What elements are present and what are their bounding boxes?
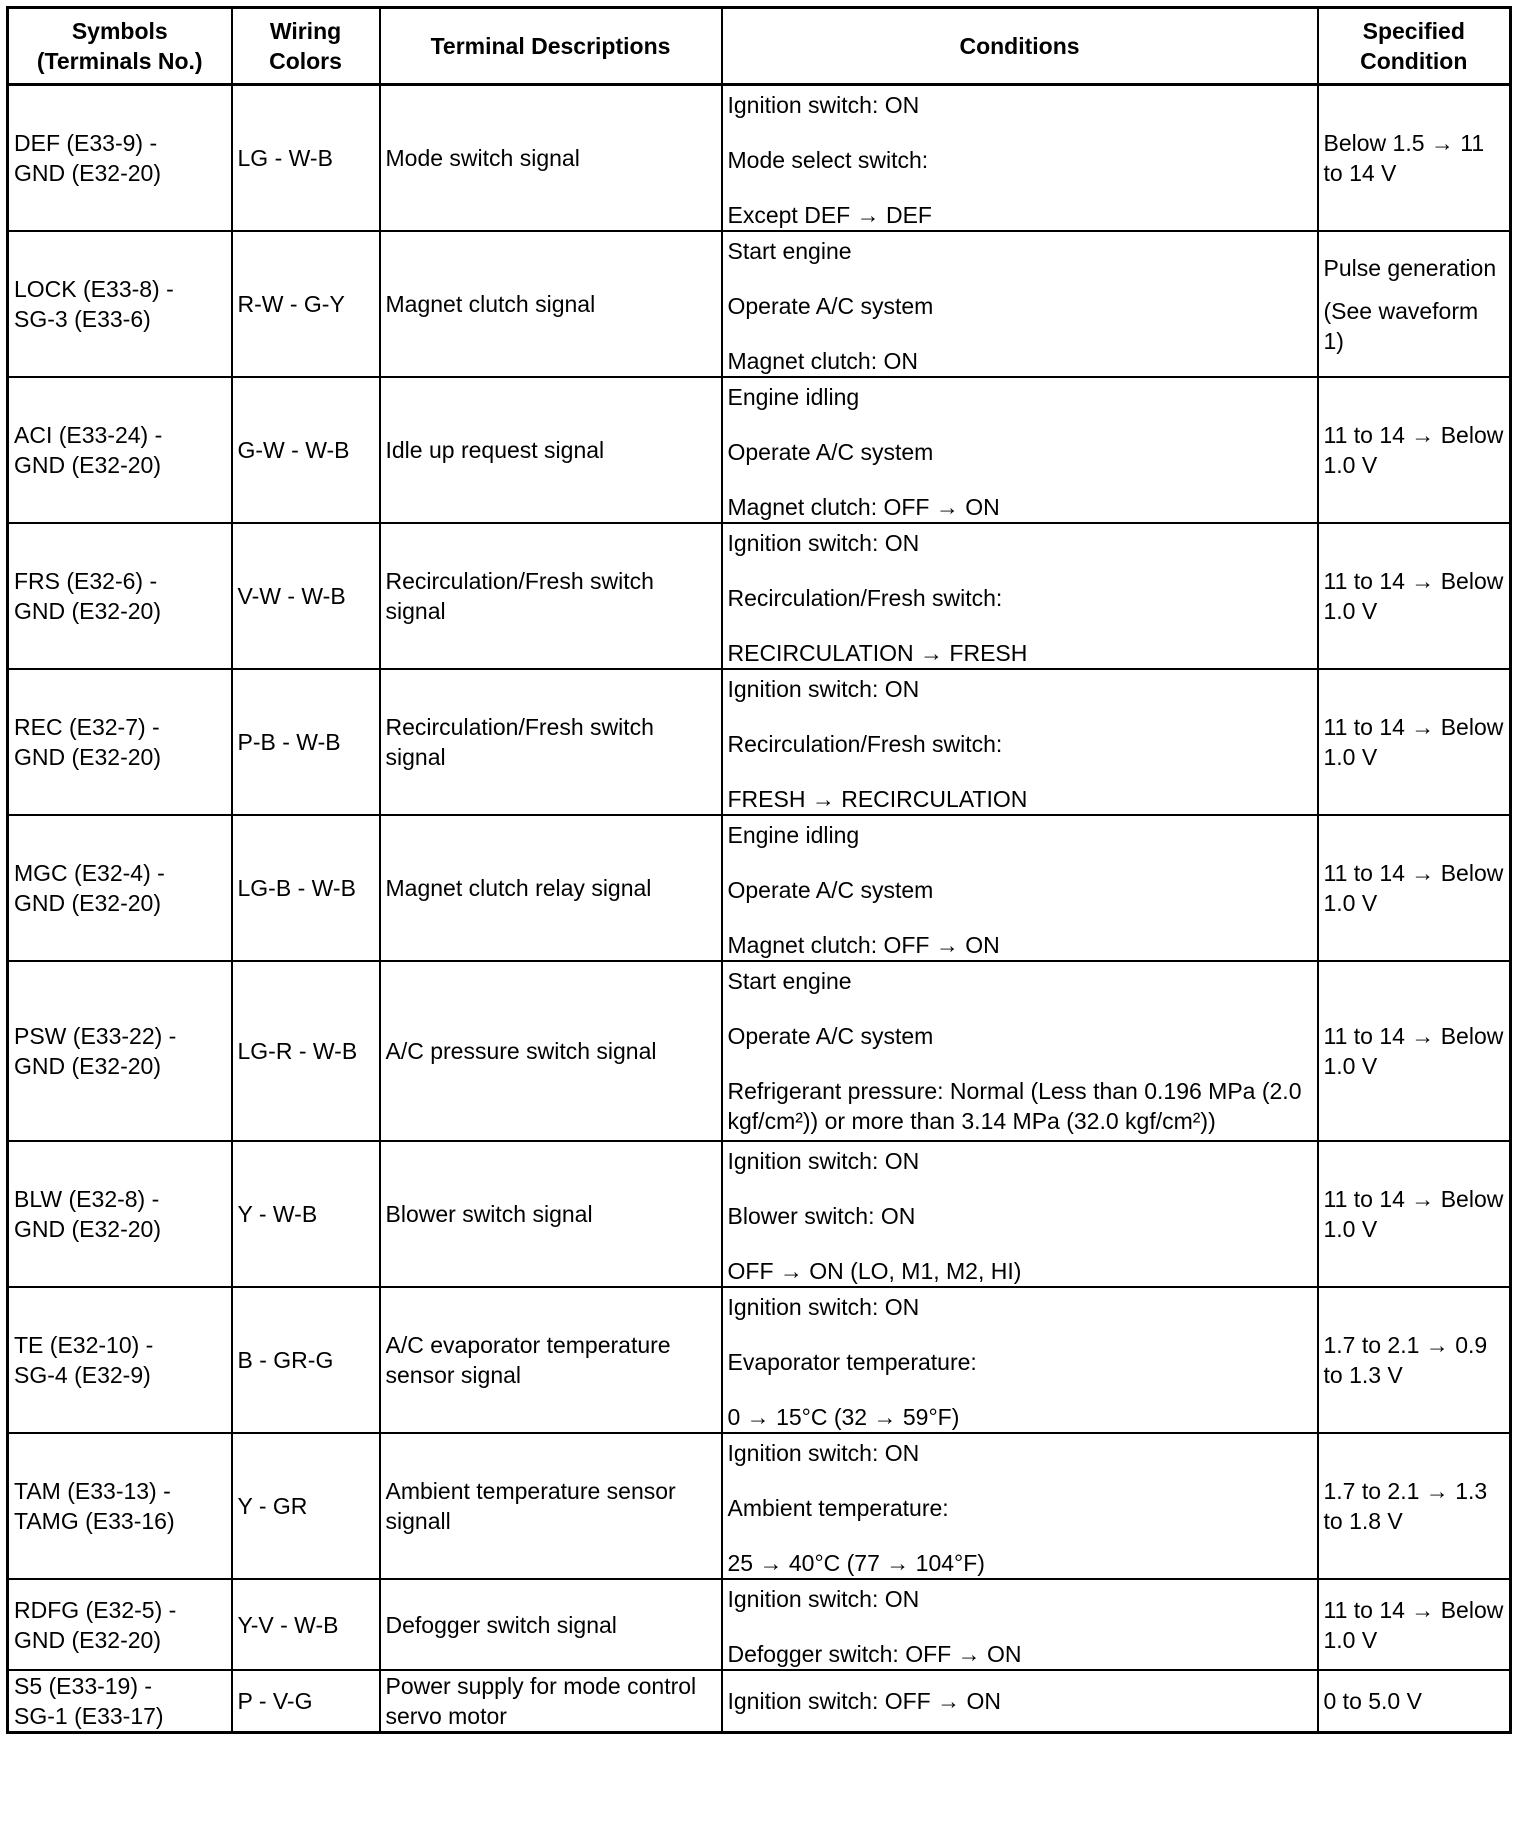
symbol-line: GND (E32-20) [14, 1626, 161, 1653]
condition-line: Ambient temperature: [727, 1495, 949, 1521]
cell-terminal-description: Defogger switch signal [380, 1579, 722, 1670]
spec-line: Below 1.5 → 11 to 14 V [1323, 130, 1485, 186]
spec-line: 11 to 14 → Below 1.0 V [1323, 1186, 1504, 1242]
condition-line: Operate A/C system [727, 1023, 934, 1049]
condition-line: Blower switch: ON [727, 1203, 916, 1229]
cell-wiring-colors: P-B - W-B [232, 669, 380, 815]
table-row [8, 231, 1511, 377]
symbol-line: GND (E32-20) [14, 598, 161, 624]
condition-line: Magnet clutch: ON [727, 348, 918, 374]
spec-line: 11 to 14 → Below 1.0 V [1323, 714, 1504, 770]
condition-line: Ignition switch: ON [727, 1586, 920, 1612]
condition-line: Ignition switch: OFF → ON [727, 1688, 1002, 1714]
symbol-line: GND (E32-20) [14, 890, 161, 916]
symbol-line: GND (E32-20) [14, 160, 161, 186]
spec-line: 11 to 14 → Below 1.0 V [1323, 1596, 1504, 1653]
cell-terminal-description: A/C evaporator temperature sensor signal [380, 1287, 722, 1433]
condition-line: 25 → 40°C (77 → 104°F) [727, 1550, 985, 1576]
cell-specified-condition [1318, 1287, 1511, 1433]
condition-line: Ignition switch: ON [727, 530, 920, 556]
cell-conditions [722, 1579, 1318, 1670]
table-row [8, 1287, 1511, 1433]
symbol-line: S5 (E33-19) - [14, 1673, 153, 1699]
cell-conditions [722, 1287, 1318, 1433]
cell-wiring-colors: P - V-G [232, 1670, 380, 1733]
terminal-table-container [6, 6, 1512, 1734]
symbol-line: GND (E32-20) [14, 1216, 161, 1242]
condition-line: Engine idling [727, 822, 860, 848]
cell-specified-condition [1318, 523, 1511, 669]
condition-line: Recirculation/Fresh switch: [727, 731, 1003, 757]
cell-wiring-colors: LG-B - W-B [232, 815, 380, 961]
table-row [8, 669, 1511, 815]
cell-terminal-description: Mode switch signal [380, 85, 722, 232]
cell-conditions [722, 815, 1318, 961]
cell-symbols [8, 1670, 232, 1733]
table-row [8, 1579, 1511, 1670]
cell-terminal-description: A/C pressure switch signal [380, 961, 722, 1141]
header-symbols: Symbols (Terminals No.) [8, 8, 232, 85]
condition-line: Ignition switch: ON [727, 676, 920, 702]
condition-line: Operate A/C system [727, 293, 934, 319]
symbol-line: DEF (E33-9) - [14, 130, 158, 156]
spec-line: 11 to 14 → Below 1.0 V [1323, 860, 1504, 916]
condition-line: Magnet clutch: OFF → ON [727, 932, 1000, 958]
cell-conditions [722, 377, 1318, 523]
condition-line: Ignition switch: ON [727, 1294, 920, 1320]
cell-wiring-colors: V-W - W-B [232, 523, 380, 669]
table-row [8, 815, 1511, 961]
cell-terminal-description: Magnet clutch relay signal [380, 815, 722, 961]
cell-specified-condition [1318, 1141, 1511, 1287]
symbol-line: RDFG (E32-5) - [14, 1596, 177, 1623]
cell-terminal-description: Idle up request signal [380, 377, 722, 523]
cell-symbols [8, 961, 232, 1141]
symbol-line: TAMG (E33-16) [14, 1508, 175, 1534]
terminal-inspection-table [6, 6, 1512, 1734]
condition-line: RECIRCULATION → FRESH [727, 640, 1028, 666]
condition-line: Engine idling [727, 384, 860, 410]
symbol-line: REC (E32-7) - [14, 714, 160, 740]
cell-symbols [8, 231, 232, 377]
condition-line: Start engine [727, 968, 852, 994]
condition-line: Ignition switch: ON [727, 1440, 920, 1466]
condition-line: Ignition switch: ON [727, 1148, 920, 1174]
symbol-line: SG-3 (E33-6) [14, 306, 151, 332]
spec-line: 1.7 to 2.1 → 1.3 to 1.8 V [1323, 1478, 1488, 1534]
cell-conditions [722, 523, 1318, 669]
condition-line: Operate A/C system [727, 877, 934, 903]
condition-line: Ignition switch: ON [727, 92, 920, 118]
table-row [8, 377, 1511, 523]
cell-terminal-description: Blower switch signal [380, 1141, 722, 1287]
table-row [8, 1141, 1511, 1287]
condition-line: FRESH → RECIRCULATION [727, 786, 1028, 812]
cell-symbols [8, 669, 232, 815]
spec-line: 0 to 5.0 V [1323, 1688, 1422, 1714]
cell-wiring-colors: LG-R - W-B [232, 961, 380, 1141]
symbol-line: BLW (E32-8) - [14, 1186, 160, 1212]
cell-wiring-colors: Y-V - W-B [232, 1579, 380, 1670]
condition-line: Evaporator temperature: [727, 1349, 977, 1375]
symbol-line: LOCK (E33-8) - [14, 276, 174, 302]
symbol-line: GND (E32-20) [14, 1053, 161, 1079]
table-row [8, 85, 1511, 232]
symbol-line: ACI (E33-24) - [14, 422, 163, 448]
spec-line: Pulse generation [1323, 254, 1497, 281]
cell-specified-condition [1318, 231, 1511, 377]
table-row [8, 523, 1511, 669]
cell-symbols [8, 1141, 232, 1287]
cell-specified-condition [1318, 377, 1511, 523]
header-row [8, 8, 1511, 85]
cell-symbols [8, 1433, 232, 1579]
condition-line: OFF → ON (LO, M1, M2, HI) [727, 1258, 1022, 1284]
spec-line: 1.7 to 2.1 → 0.9 to 1.3 V [1323, 1332, 1488, 1388]
symbol-line: SG-1 (E33-17) [14, 1703, 164, 1729]
symbol-line: MGC (E32-4) - [14, 860, 165, 886]
condition-line: Except DEF → DEF [727, 202, 932, 228]
cell-conditions [722, 1141, 1318, 1287]
cell-conditions [722, 669, 1318, 815]
condition-line: 0 → 15°C (32 → 59°F) [727, 1404, 960, 1430]
cell-wiring-colors: Y - GR [232, 1433, 380, 1579]
cell-specified-condition [1318, 961, 1511, 1141]
symbol-line: TAM (E33-13) - [14, 1478, 171, 1504]
condition-line: Defogger switch: OFF → ON [727, 1641, 1022, 1667]
condition-line: Start engine [727, 238, 852, 264]
cell-specified-condition [1318, 85, 1511, 232]
symbol-line: FRS (E32-6) - [14, 568, 158, 594]
symbol-line: GND (E32-20) [14, 744, 161, 770]
cell-terminal-description: Power supply for mode control servo motor [380, 1670, 722, 1733]
cell-wiring-colors: G-W - W-B [232, 377, 380, 523]
cell-terminal-description: Ambient temperature sensor signall [380, 1433, 722, 1579]
cell-symbols [8, 523, 232, 669]
condition-line: Recirculation/Fresh switch: [727, 585, 1003, 611]
header-terminal-descriptions: Terminal Descriptions [380, 8, 722, 85]
cell-symbols [8, 1287, 232, 1433]
cell-specified-condition [1318, 1433, 1511, 1579]
cell-wiring-colors: LG - W-B [232, 85, 380, 232]
cell-symbols [8, 815, 232, 961]
cell-specified-condition [1318, 1670, 1511, 1733]
cell-terminal-description: Recirculation/Fresh switch signal [380, 523, 722, 669]
table-row [8, 961, 1511, 1141]
cell-conditions [722, 1670, 1318, 1733]
condition-line: Magnet clutch: OFF → ON [727, 494, 1000, 520]
cell-wiring-colors: Y - W-B [232, 1141, 380, 1287]
cell-specified-condition [1318, 669, 1511, 815]
cell-terminal-description: Recirculation/Fresh switch signal [380, 669, 722, 815]
table-row [8, 1433, 1511, 1579]
header-specified-condition: Specified Condition [1318, 8, 1511, 85]
symbol-line: GND (E32-20) [14, 452, 161, 478]
table-row [8, 1670, 1511, 1733]
spec-line: (See waveform 1) [1323, 297, 1479, 354]
spec-line: 11 to 14 → Below 1.0 V [1323, 1023, 1504, 1079]
cell-specified-condition [1318, 815, 1511, 961]
spec-line: 11 to 14 → Below 1.0 V [1323, 568, 1504, 624]
cell-specified-condition [1318, 1579, 1511, 1670]
symbol-line: SG-4 (E32-9) [14, 1362, 151, 1388]
cell-symbols [8, 85, 232, 232]
condition-line: Operate A/C system [727, 439, 934, 465]
cell-symbols [8, 1579, 232, 1670]
cell-terminal-description: Magnet clutch signal [380, 231, 722, 377]
cell-wiring-colors: R-W - G-Y [232, 231, 380, 377]
condition-line: Mode select switch: [727, 147, 929, 173]
cell-conditions [722, 961, 1318, 1141]
cell-symbols [8, 377, 232, 523]
cell-conditions [722, 1433, 1318, 1579]
spec-line: 11 to 14 → Below 1.0 V [1323, 422, 1504, 478]
condition-line: Refrigerant pressure: Normal (Less than 0.196 MPa (2.0 kgf/cm²)) or more than 3.14 MPa (32.0 kgf/cm²)) [727, 1078, 1302, 1134]
symbol-line: PSW (E33-22) - [14, 1023, 177, 1049]
symbol-line: TE (E32-10) - [14, 1332, 154, 1358]
cell-wiring-colors: B - GR-G [232, 1287, 380, 1433]
header-wiring-colors: Wiring Colors [232, 8, 380, 85]
cell-conditions [722, 85, 1318, 232]
header-conditions: Conditions [722, 8, 1318, 85]
cell-conditions [722, 231, 1318, 377]
